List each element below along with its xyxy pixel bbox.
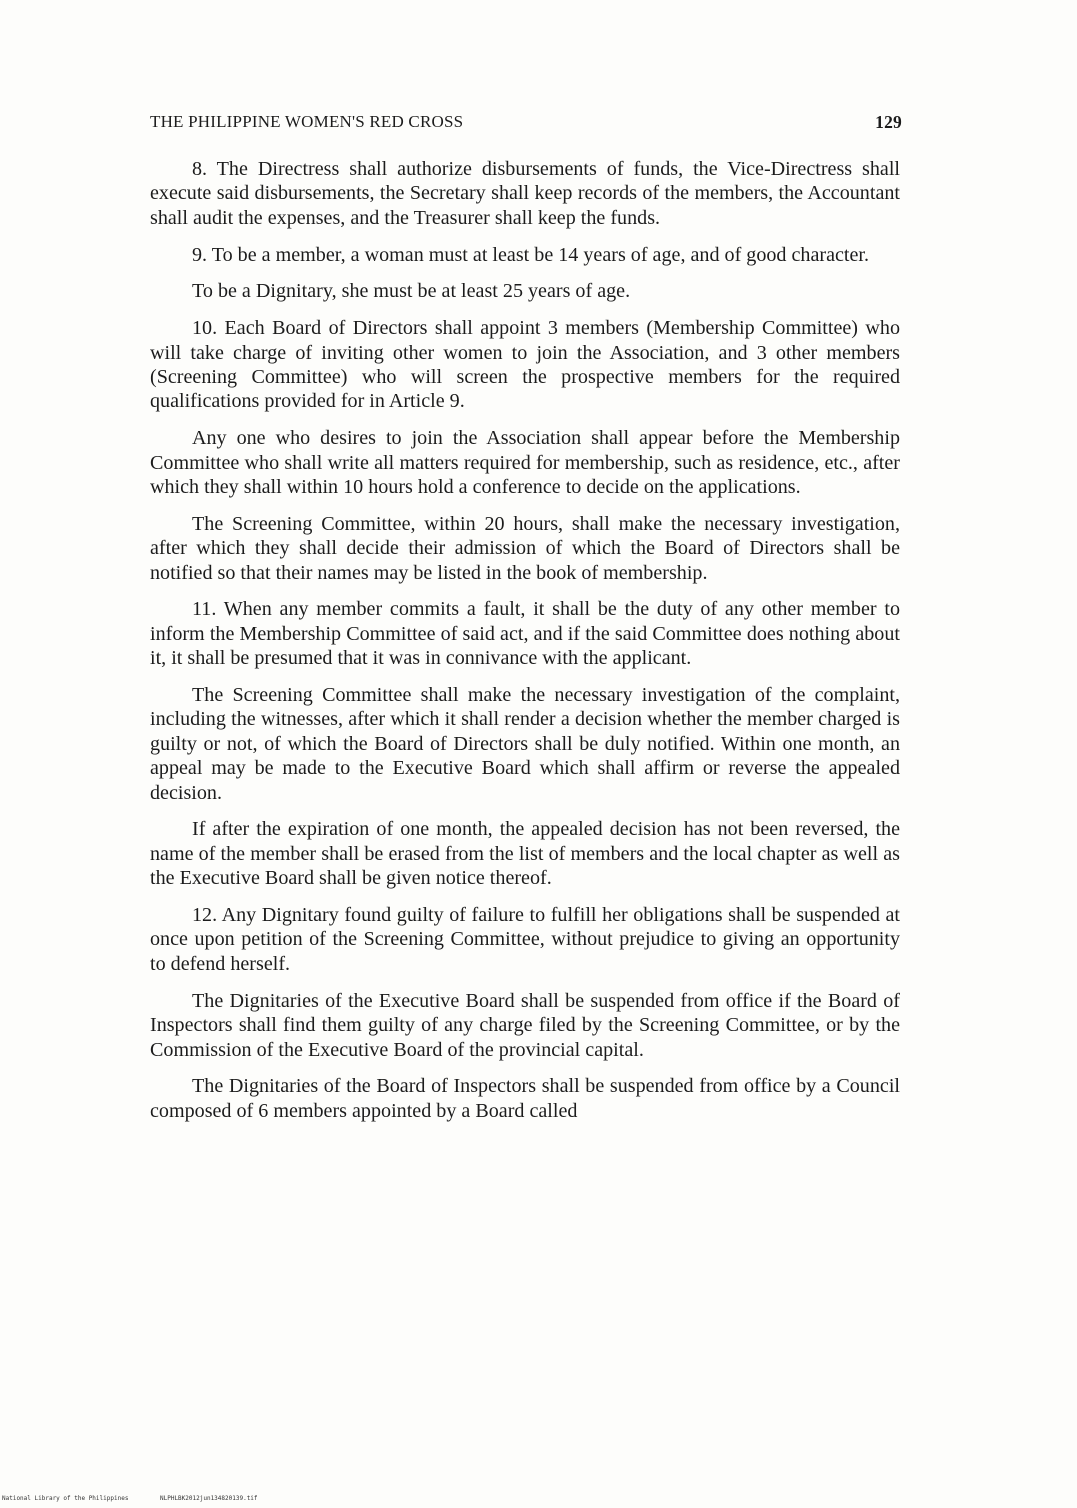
paragraph-screening-investigation: The Screening Committee, within 20 hours, shall make the necessary investigation, after which they shall decide their admission of which the Board of Directors shall be notified so that their names may be listed in the book of membership. [150,512,900,584]
paragraph-membership-application: Any one who desires to join the Association shall appear before the Membership Committee who shall write all matters required for membership, such as residence, etc., after which they shall within 10 hours hold a conference to decide on the applications. [150,427,900,499]
paragraph-inspectors-suspension: The Dignitaries of the Board of Inspectors shall be suspended from office by a Council composed of 6 members appointed by a Board called [150,1075,900,1122]
page-header [150,112,902,138]
paragraph-article-8: 8. The Directress shall authorize disbursements of funds, the Vice-Directress shall execute said disbursements, the Secretary shall keep records of the members, the Accountant shall audit the expenses, and the Treasurer shall keep the funds. [150,158,900,229]
body-text [150,157,900,1136]
paragraph-article-10: 10. Each Board of Directors shall appoint 3 members (Membership Committee) who will take charge of inviting other women to join the Association, and 3 other members (Screening Committee) who will screen the prospective members for the required qualifications provided for in Article 9. [150,317,900,413]
paragraph-dignitary-age: To be a Dignitary, she must be at least 25 years of age. [192,280,631,303]
paragraph-article-9: 9. To be a member, a woman must at least be 14 years of age, and of good character. [192,243,870,266]
paragraph-complaint-investigation: The Screening Committee shall make the necessary investigation of the complaint, including the witnesses, after which it shall render a decision whether the member charged is guilty or not, of which the Board of Directors shall be duly notified. Within one month, an appeal may be made to the Executive Board which shall affirm or reverse the appealed decision. [150,684,900,804]
paragraph-article-12: 12. Any Dignitary found guilty of failure to fulfill her obligations shall be suspended at once upon petition of the Screening Committee, without prejudice to giving an opportunity to defend herself. [150,904,900,975]
running-title: THE PHILIPPINE WOMEN'S RED CROSS [150,112,464,131]
paragraph-article-11: 11. When any member commits a fault, it shall be the duty of any other member to inform the Membership Committee of said act, and if the said Committee does nothing about it, it shall be presumed that it was in connivance with the applicant. [150,598,900,670]
footer-library: National Library of the Philippines [2,1495,129,1502]
paragraph-executive-board-suspension: The Dignitaries of the Executive Board shall be suspended from office if the Board of Inspectors shall find them guilty of any charge filed by the Screening Committee, or by the Commission of the Executive Board of the provincial capital. [150,989,900,1061]
page-number: 129 [875,112,902,132]
footer-filename: NLPHLBK2012jun13482013​9.tif [160,1495,258,1502]
paragraph-appeal-expiration: If after the expiration of one month, the appealed decision has not been reversed, the name of the member shall be erased from the list of members and the local chapter as well as the Executive Board shall be given notice thereof. [150,818,900,890]
scan-footer [2,1495,702,1505]
